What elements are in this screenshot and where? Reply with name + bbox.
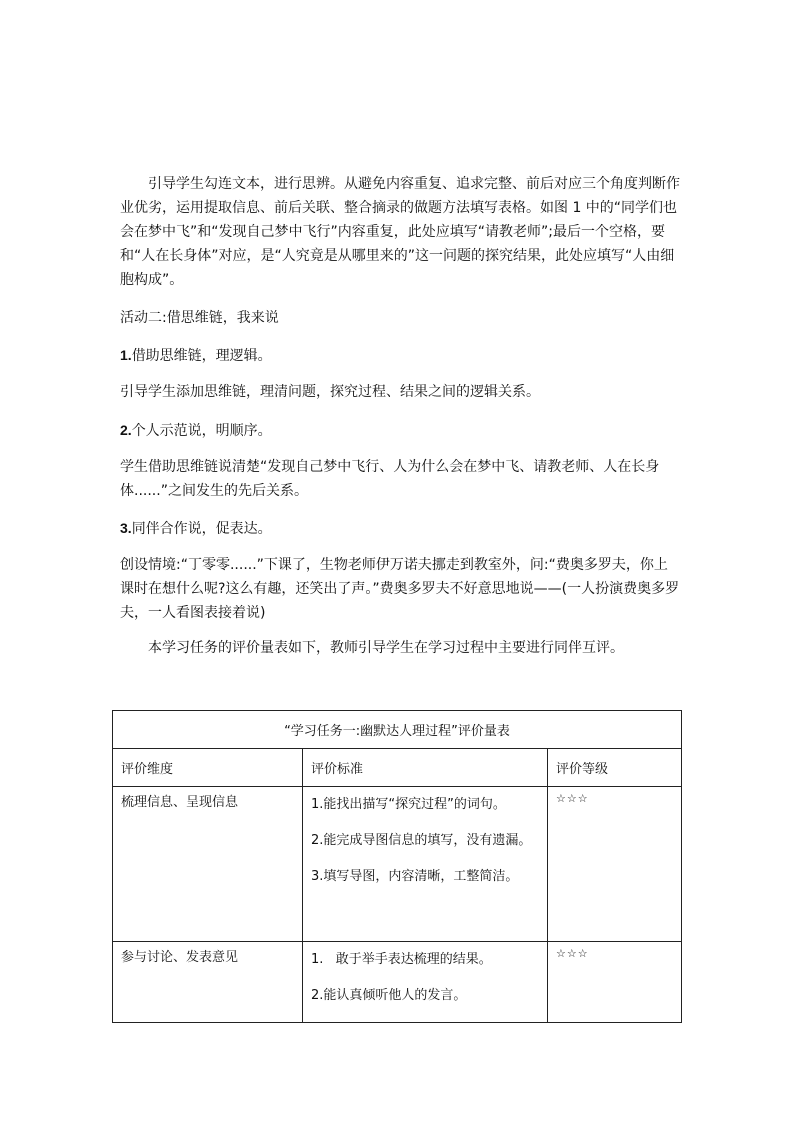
criterion: 2.能认真倾听他人的发言。 [311,988,467,1003]
star-rating-icon: ☆☆☆ [556,947,589,960]
header-rating: 评价等级 [548,749,682,787]
step-1-text: 借助思维链，理逻辑。 [131,348,272,364]
star-rating-icon: ☆☆☆ [556,792,589,805]
row-2-dimension: 参与讨论、发表意见 [113,942,303,1023]
step-2-number: 2. [120,422,132,438]
scenario-paragraph: 创设情境:“丁零零......”下课了，生物老师伊万诺夫挪走到教室外，问:“费奥多罗夫，你上课时在想什么呢?这么有趣，还笑出了声。”费奥多罗夫不好意思地说——(一人扮演费奥多罗夫，一人看图表接着说) [120,557,680,621]
header-dimension: 评价维度 [113,749,303,787]
row-1-dimension: 梳理信息、呈现信息 [113,787,303,942]
step-3-text: 同伴合作说，促表达。 [131,521,272,537]
header-criteria: 评价标准 [303,749,548,787]
criterion: 3.填写导图，内容清晰，工整简洁。 [311,869,519,884]
step-3-number: 3. [120,520,132,536]
intro-paragraph: 引导学生勾连文本，进行思辨。从避免内容重复、追求完整、前后对应三个角度判断作业优劣，运用提取信息、前后关联、整合摘录的做题方法填写表格。如图 1 中的“同学们也会在梦中飞”和“发现自己梦中飞行”内容重复，此处应填写“请教老师”;最后一个空格，要和“人在长身体”对应，是“人究竟是从哪里来的”这一问题的探究结果，此处应填写“人由细胞构成”。 [120,176,680,288]
rubric-intro: 本学习任务的评价量表如下，教师引导学生在学习过程中主要进行同伴互评。 [148,640,624,656]
step-3-heading [120,516,680,541]
step-2-heading [120,418,680,443]
row-1-rating [548,787,682,942]
step-1-description: 引导学生添加思维链，理清问题，探究过程、结果之间的逻辑关系。 [120,384,540,400]
step-2-text: 个人示范说，明顺序。 [131,423,272,439]
activity-heading: 活动二:借思维链，我来说 [120,310,279,326]
step-1-heading [120,343,680,368]
rubric-title: “学习任务一:幽默达人理过程”评价量表 [113,711,682,749]
row-1-criteria [303,787,548,942]
table-row [113,942,682,1023]
criterion: 2.能完成导图信息的填写，没有遗漏。 [311,833,532,848]
step-2-description: 学生借助思维链说清楚“发现自己梦中飞行、人为什么会在梦中飞、请教老师、人在长身体......”之间发生的先后关系。 [120,459,660,499]
step-1-number: 1. [120,347,132,363]
row-2-criteria [303,942,548,1023]
table-row [113,787,682,942]
criterion: 1.能找出描写“探究过程”的词句。 [311,797,506,812]
row-2-rating [548,942,682,1023]
rubric-table [112,710,682,1023]
criterion: 1. 敢于举手表达梳理的结果。 [311,952,492,967]
